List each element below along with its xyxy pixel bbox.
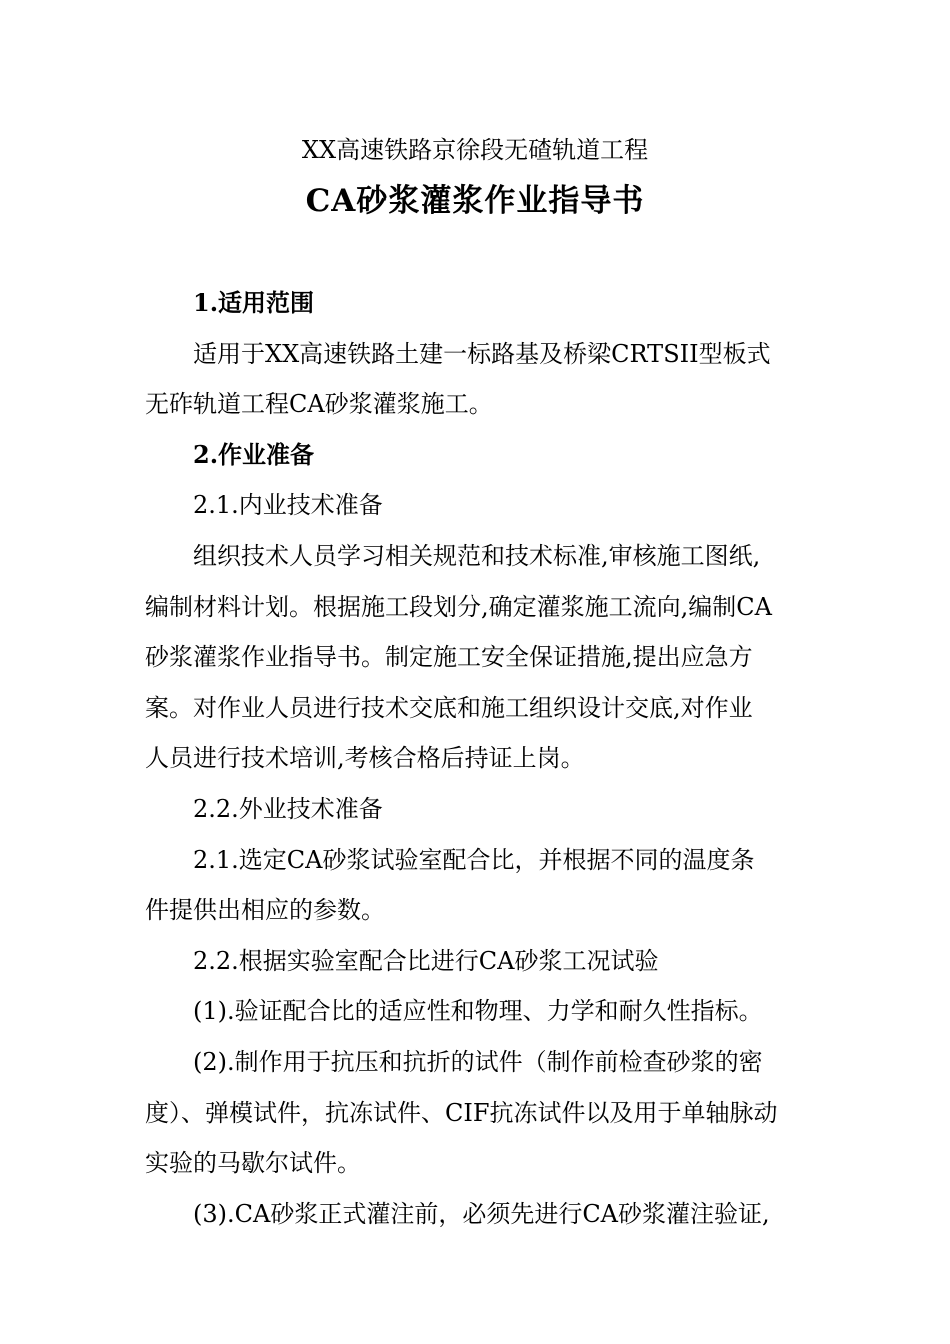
paragraph-line: 件提供出相应的参数。: [145, 896, 385, 925]
paragraph-line: 适用于XX高速铁路土建一标路基及桥梁CRTSII型板式: [193, 339, 771, 368]
list-item: (2).制作用于抗压和抗折的试件（制作前检查砂浆的密: [193, 1047, 763, 1076]
subsection-heading-internal: 2.1.内业技术准备: [193, 491, 383, 520]
paragraph-line: 无砟轨道工程CA砂浆灌浆施工。: [145, 390, 493, 419]
section-heading-scope: 1.适用范围: [193, 288, 315, 317]
list-item: (1).验证配合比的适应性和物理、力学和耐久性指标。: [193, 997, 763, 1026]
paragraph-line: 度）、弹模试件，抗冻试件、CIF抗冻试件以及用于单轴脉动: [145, 1098, 778, 1127]
paragraph-line: 组织技术人员学习相关规范和技术标准,审核施工图纸,: [193, 541, 761, 570]
paragraph-line: 2.2.根据实验室配合比进行CA砂浆工况试验: [193, 946, 659, 975]
paragraph-line: 人员进行技术培训,考核合格后持证上岗。: [145, 744, 585, 773]
document-title: CA砂浆灌浆作业指导书: [305, 183, 645, 219]
paragraph-line: 砂浆灌浆作业指导书。制定施工安全保证措施,提出应急方: [145, 643, 753, 672]
paragraph-line: 案。对作业人员进行技术交底和施工组织设计交底,对作业: [145, 693, 753, 722]
section-heading-preparation: 2.作业准备: [193, 439, 315, 469]
subsection-heading-external: 2.2.外业技术准备: [193, 794, 383, 823]
document-subtitle: XX高速铁路京徐段无碴轨道工程: [301, 136, 649, 164]
document-body: [145, 278, 810, 1239]
paragraph-line: 编制材料计划。根据施工段划分,确定灌浆施工流向,编制CA: [145, 592, 772, 621]
paragraph-line: 实验的马歇尔试件。: [145, 1149, 361, 1178]
paragraph-line: 2.1.选定CA砂浆试验室配合比，并根据不同的温度条: [193, 845, 755, 874]
list-item: (3).CA砂浆正式灌注前，必须先进行CA砂浆灌注验证,: [193, 1199, 770, 1228]
